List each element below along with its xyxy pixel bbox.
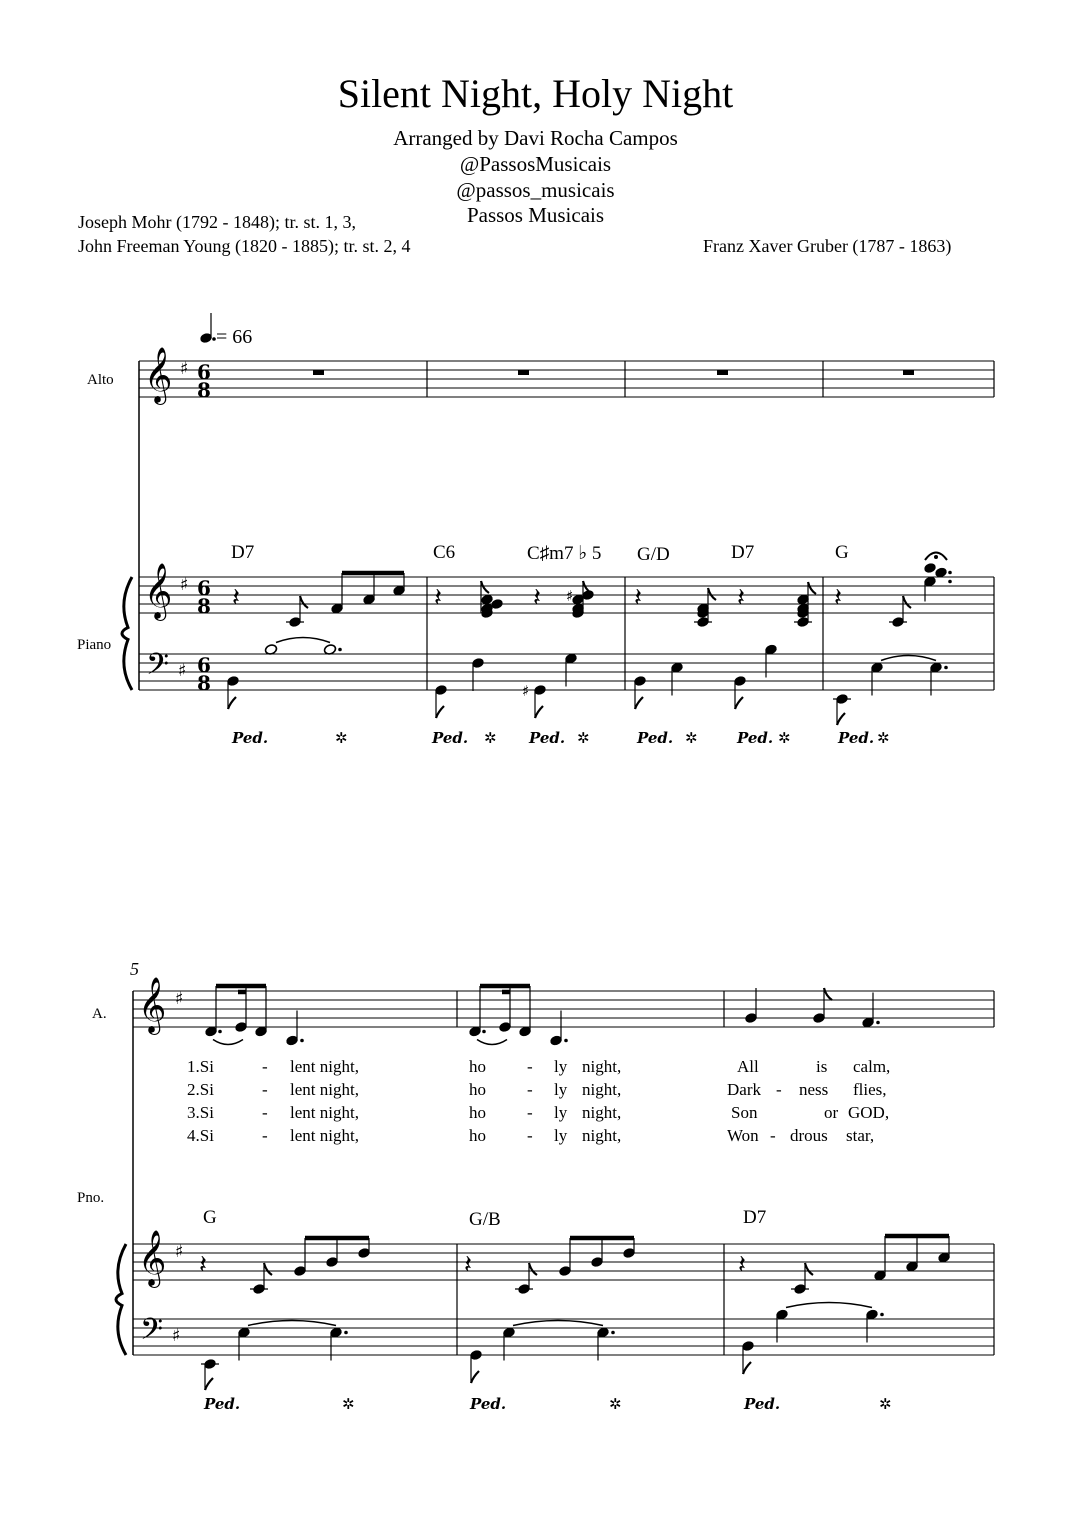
whole-rest [518, 370, 529, 375]
quarter-rest: 𝄽 [738, 1250, 746, 1280]
time-signature-denominator: 8 [197, 671, 211, 695]
time-signature-denominator: 8 [197, 378, 211, 402]
pedal-up-mark: ✲ [335, 729, 348, 747]
chord-symbol: G/B [469, 1209, 501, 1230]
pedal-down-mark: Ped. [529, 729, 566, 747]
lyric-syllable: ho [469, 1080, 486, 1099]
lyric-syllable: 4.Si [187, 1126, 214, 1145]
subtitle-handle-1: @PassosMusicais [459, 152, 612, 176]
lyric-syllable: flies, [853, 1080, 887, 1099]
piano-brace [116, 1244, 126, 1355]
quarter-rest: 𝄽 [199, 1250, 207, 1280]
pedal-down-mark: Ped. [204, 1395, 241, 1413]
treble-clef: 𝄞 [138, 1230, 167, 1286]
lyric-syllable: Won [727, 1126, 759, 1145]
augmentation-dot [482, 1030, 486, 1034]
sharp-sign: ♯ [175, 1242, 184, 1262]
treble-clef: 𝄞 [144, 563, 173, 619]
lyric-syllable: lent night, [290, 1080, 359, 1099]
note-flag [735, 697, 743, 709]
lyric-syllable: ly [554, 1103, 568, 1122]
pedal-down-mark: Ped. [637, 729, 674, 747]
augmentation-dot [338, 648, 342, 652]
whole-rest [717, 370, 728, 375]
note-flag [805, 1263, 813, 1275]
lyric-hyphen: - [527, 1080, 533, 1099]
pedal-up-mark: ✲ [577, 729, 590, 747]
note-flag [481, 581, 489, 593]
augmentation-dot [218, 1030, 222, 1034]
lyric-syllable: drous [790, 1126, 828, 1145]
chord-symbol: C6 [433, 542, 456, 563]
lyric-hyphen: - [262, 1126, 268, 1145]
tie [786, 1303, 872, 1308]
pedal-up-mark: ✲ [342, 1395, 355, 1413]
lyric-hyphen: - [527, 1103, 533, 1122]
subtitle-publisher: Passos Musicais [466, 203, 605, 227]
instrument-label-piano-short: Pno. [77, 1190, 105, 1206]
pedal-down-mark: Ped. [744, 1395, 781, 1413]
pedal-up-mark: ✲ [879, 1395, 892, 1413]
tie [513, 1321, 603, 1326]
lyric-syllable: night, [582, 1126, 622, 1145]
augmentation-dot [611, 1331, 615, 1335]
lyric-syllable: calm, [853, 1057, 891, 1076]
note-flag [529, 1263, 537, 1275]
augmentation-dot [876, 1021, 880, 1025]
note-flag [903, 596, 911, 608]
tie [881, 656, 936, 661]
chord-symbol: D7 [743, 1207, 767, 1228]
lyric-syllable: Dark [727, 1080, 761, 1099]
note-flag [264, 1263, 272, 1275]
fermata-dot [934, 555, 938, 559]
note-flag [471, 1371, 479, 1383]
sharp-sign: ♯ [180, 359, 189, 379]
note-flag [708, 588, 716, 600]
augmentation-dot [344, 1331, 348, 1335]
pedal-down-mark: Ped. [838, 729, 875, 747]
lyric-hyphen: - [527, 1057, 533, 1076]
time-signature-numerator: 6 [197, 360, 211, 384]
lyric-syllable: ly [554, 1126, 568, 1145]
chord-symbol: G [203, 1207, 217, 1228]
note-flag [837, 713, 845, 725]
note-flag [436, 706, 444, 718]
quarter-rest: 𝄽 [634, 583, 642, 613]
lyric-hyphen: - [262, 1057, 268, 1076]
lyric-hyphen: - [770, 1126, 776, 1145]
instrument-label-alto: Alto [87, 372, 114, 388]
lyric-hyphen: - [262, 1080, 268, 1099]
note-flag [228, 697, 236, 709]
chord-symbol: D7 [231, 542, 255, 563]
time-signature-numerator: 6 [197, 653, 211, 677]
arranger-line: Arranged by Davi Rocha Campos [393, 126, 678, 150]
quarter-rest: 𝄽 [464, 1250, 472, 1280]
note-flag [635, 697, 643, 709]
note-flag [535, 706, 543, 718]
augmentation-dot [944, 666, 948, 670]
lyric-syllable: lent night, [290, 1103, 359, 1122]
subtitle-handle-2: @passos_musicais [456, 178, 615, 202]
lyric-syllable: ho [469, 1126, 486, 1145]
pedal-up-mark: ✲ [877, 729, 890, 747]
lyric-syllable: is [816, 1057, 828, 1076]
lyric-syllable: lent night, [290, 1126, 359, 1145]
sharp-sign: ♯ [178, 661, 187, 681]
lyric-syllable: 1.Si [187, 1057, 214, 1076]
piano-brace [122, 577, 132, 690]
notehead [923, 562, 936, 574]
chord-symbol: C♯m7 ♭ 5 [527, 543, 602, 564]
lyric-syllable: night, [582, 1080, 622, 1099]
sharp-sign: ♯ [522, 682, 530, 700]
pedal-up-mark: ✲ [484, 729, 497, 747]
chord-symbol: G/D [637, 544, 670, 565]
lyric-syllable: Son [731, 1103, 758, 1122]
time-signature-numerator: 6 [197, 576, 211, 600]
quarter-rest: 𝄽 [834, 583, 842, 613]
augmentation-dot [880, 1313, 884, 1317]
tie [276, 638, 330, 643]
pedal-down-mark: Ped. [232, 729, 269, 747]
pedal-down-mark: Ped. [470, 1395, 507, 1413]
pedal-down-mark: Ped. [737, 729, 774, 747]
augmentation-dot [300, 1039, 304, 1043]
bass-clef: 𝄢 [140, 1313, 164, 1354]
quarter-rest: 𝄽 [434, 583, 442, 613]
lyric-syllable: All [737, 1057, 759, 1076]
sharp-sign: ♯ [172, 1326, 181, 1346]
treble-clef: 𝄞 [144, 347, 173, 403]
chord-symbol: G [835, 542, 849, 563]
lyricist-line-1: Joseph Mohr (1792 - 1848); tr. st. 1, 3, [78, 212, 356, 232]
tempo-marking: = 66 [216, 326, 253, 348]
whole-rest [903, 370, 914, 375]
sharp-sign: ♯ [180, 575, 189, 595]
pedal-up-mark: ✲ [778, 729, 791, 747]
lyric-syllable: 3.Si [187, 1103, 214, 1122]
augmentation-dot [564, 1039, 568, 1043]
pedal-down-mark: Ped. [432, 729, 469, 747]
instrument-label-piano: Piano [77, 637, 112, 653]
time-signature-denominator: 8 [197, 594, 211, 618]
note-flag [300, 596, 308, 608]
lyric-hyphen: - [262, 1103, 268, 1122]
lyric-syllable: ho [469, 1103, 486, 1122]
lyric-syllable: or [824, 1103, 839, 1122]
note-flag [824, 988, 832, 1000]
composer-credit: Franz Xaver Gruber (1787 - 1863) [703, 236, 952, 256]
lyric-syllable: night, [582, 1057, 622, 1076]
chord-symbol: D7 [731, 542, 755, 563]
augmentation-dot [948, 571, 952, 575]
lyric-syllable: night, [582, 1103, 622, 1122]
lyric-syllable: star, [846, 1126, 875, 1145]
lyric-hyphen: - [776, 1080, 782, 1099]
lyricist-line-2: John Freeman Young (1820 - 1885); tr. st. 2, 4 [78, 236, 411, 256]
quarter-rest: 𝄽 [232, 583, 240, 613]
lyric-syllable: GOD, [848, 1103, 890, 1122]
augmentation-dot [212, 337, 216, 341]
note-flag [205, 1378, 213, 1390]
note-flag [808, 582, 816, 594]
lyric-syllable: lent night, [290, 1057, 359, 1076]
lyric-hyphen: - [527, 1126, 533, 1145]
page-title: Silent Night, Holy Night [337, 71, 734, 116]
lyric-syllable: ness [799, 1080, 829, 1099]
sharp-sign: ♯ [566, 587, 574, 605]
lyric-syllable: ly [554, 1080, 568, 1099]
lyric-syllable: 2.Si [187, 1080, 214, 1099]
instrument-label-alto-short: A. [92, 1006, 107, 1022]
quarter-rest: 𝄽 [737, 583, 745, 613]
pedal-up-mark: ✲ [609, 1395, 622, 1413]
treble-clef: 𝄞 [138, 977, 167, 1033]
lyric-syllable: ho [469, 1057, 486, 1076]
augmentation-dot [948, 580, 952, 584]
pedal-up-mark: ✲ [685, 729, 698, 747]
whole-rest [313, 370, 324, 375]
measure-number: 5 [130, 959, 139, 979]
quarter-rest: 𝄽 [533, 583, 541, 613]
sharp-sign: ♯ [175, 989, 184, 1009]
bass-clef: 𝄢 [146, 648, 170, 689]
tie [248, 1321, 336, 1326]
tie [477, 1040, 507, 1045]
lyric-syllable: ly [554, 1057, 568, 1076]
tie [213, 1040, 243, 1045]
note-flag [743, 1362, 751, 1374]
